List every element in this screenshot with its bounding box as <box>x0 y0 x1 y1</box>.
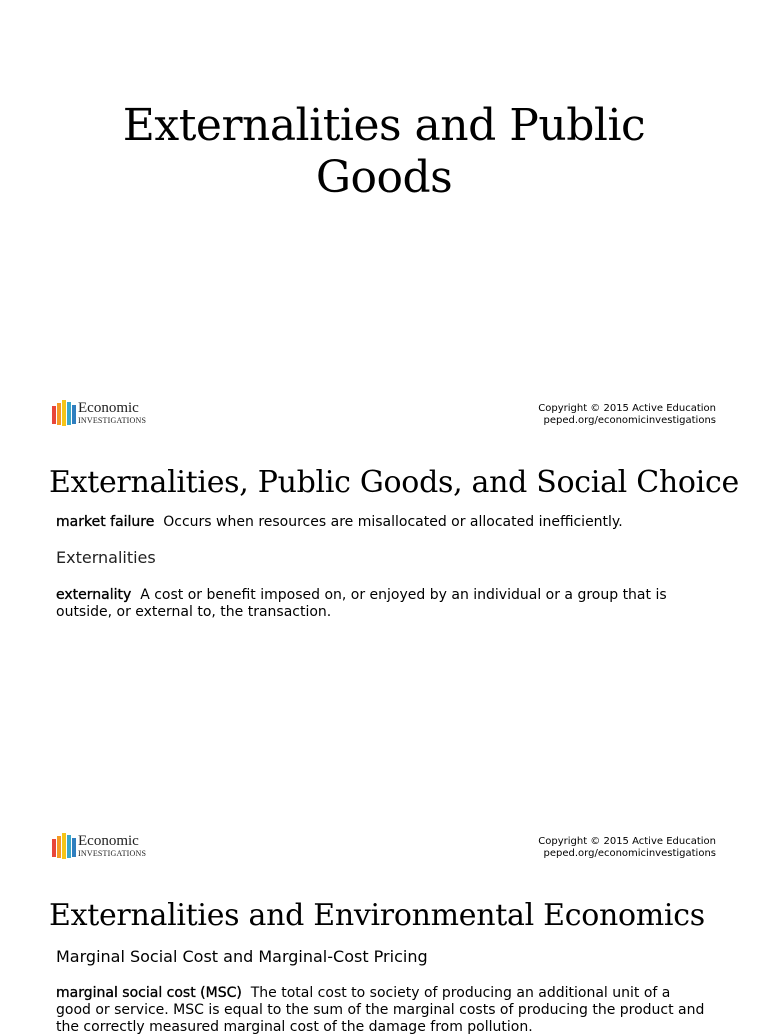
term-market-failure: market failure <box>56 514 155 530</box>
subheading-marginal-social-cost: Marginal Social Cost and Marginal-Cost Pricing <box>56 947 428 966</box>
definition-externality <box>56 587 706 621</box>
term-marginal-social-cost: marginal social cost (MSC) <box>56 985 242 1001</box>
logo-bars-icon <box>52 833 76 859</box>
copyright-notice <box>538 836 716 860</box>
copyright-url: peped.org/economicinvestigations <box>543 848 716 859</box>
subheading-externalities: Externalities <box>56 548 156 567</box>
definition-text: A cost or benefit imposed on, or enjoyed by an individual or a group that is outside, or external to, the transaction. <box>56 587 667 620</box>
logo-word-economic: Economic <box>78 833 139 849</box>
term-externality: externality <box>56 587 132 603</box>
document-title-line2: Goods <box>315 152 453 203</box>
economic-investigations-logo <box>52 833 162 861</box>
copyright-url: peped.org/economicinvestigations <box>543 415 716 426</box>
copyright-line: Copyright © 2015 Active Education <box>538 403 716 414</box>
logo-word-investigations: INVESTIGATIONS <box>78 416 147 425</box>
definition-market-failure <box>56 514 716 531</box>
copyright-notice <box>538 403 716 427</box>
definition-marginal-social-cost <box>56 985 706 1036</box>
logo-word-economic: Economic <box>78 400 139 416</box>
section-heading-environmental-economics: Externalities and Environmental Economics <box>49 898 705 933</box>
section-heading-social-choice: Externalities, Public Goods, and Social Choice <box>49 465 739 500</box>
economic-investigations-logo <box>52 400 162 428</box>
logo-bars-icon <box>52 400 76 426</box>
logo-word-investigations: INVESTIGATIONS <box>78 849 147 858</box>
definition-text: The total cost to society of producing an additional unit of a good or service. MSC is equal to the sum of the marginal costs of producing the product and the correctly measured marginal cost of the damage from pollution. <box>56 985 705 1035</box>
document-title <box>84 100 684 204</box>
document-title-line1: Externalities and Public <box>122 100 646 151</box>
definition-text: Occurs when resources are misallocated or allocated inefficiently. <box>163 514 623 530</box>
copyright-line: Copyright © 2015 Active Education <box>538 836 716 847</box>
